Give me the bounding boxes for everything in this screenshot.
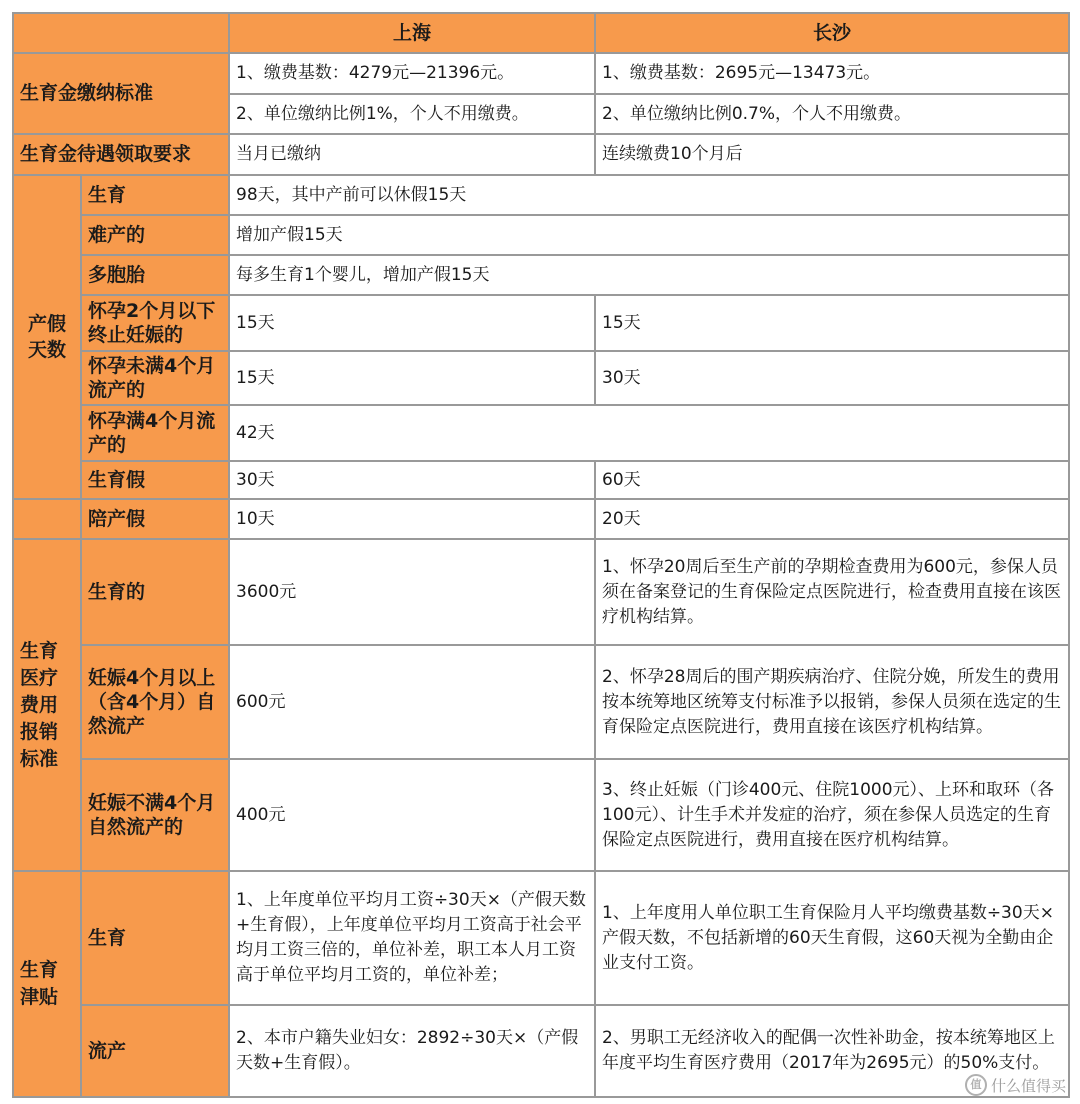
eligibility-row: [13, 134, 1069, 175]
header-shanghai: 上海: [229, 13, 595, 53]
paternity-row: [13, 499, 1069, 539]
leave-merged-value: 增加产假15天: [229, 215, 1069, 255]
leave-label: 产假天数: [13, 175, 81, 499]
cs-leave-value: 30天: [595, 351, 1069, 405]
cs-allowance-value: 1、上年度用人单位职工生育保险月人平均缴费基数÷30天×产假天数，不包括新增的60天生育假，这60天视为全勤由企业支付工资。: [595, 871, 1069, 1005]
sh-allowance-value: 1、上年度单位平均月工资÷30天×（产假天数+生育假），上年度单位平均月工资高于社会平均月工资三倍的，单位补差，职工本人月工资高于单位平均月工资的，单位补差；: [229, 871, 595, 1005]
leave-merged-value: 42天: [229, 405, 1069, 461]
sh-eligibility: 当月已缴纳: [229, 134, 595, 175]
contribution-label: 生育金缴纳标准: [13, 53, 229, 134]
sh-contribution-rate: 2、单位缴纳比例1%，个人不用缴费。: [229, 94, 595, 134]
leave-row-under-4m: [13, 351, 1069, 405]
allowance-row-birth: [13, 871, 1069, 1005]
cs-leave-value: 15天: [595, 295, 1069, 351]
sh-leave-value: 30天: [229, 461, 595, 499]
sh-paternity: 10天: [229, 499, 595, 539]
medical-row-birth: [13, 539, 1069, 645]
cs-eligibility: 连续缴费10个月后: [595, 134, 1069, 175]
leave-row-difficult: [13, 215, 1069, 255]
cs-paternity: 20天: [595, 499, 1069, 539]
sh-leave-value: 15天: [229, 295, 595, 351]
header-changsha: 长沙: [595, 13, 1069, 53]
medical-row-label: 妊娠4个月以上（含4个月）自然流产: [81, 645, 229, 759]
watermark: [965, 1074, 1066, 1096]
leave-row-label: 怀孕2个月以下终止妊娠的: [81, 295, 229, 351]
leave-row-label: 生育假: [81, 461, 229, 499]
cs-allowance-value: 2、男职工无经济收入的配偶一次性补助金，按本统筹地区上年度平均生育医疗费用（2017年为2695元）的50%支付。: [595, 1005, 1069, 1097]
leave-row-under-2m: [13, 295, 1069, 351]
sh-medical-value: 400元: [229, 759, 595, 871]
medical-row-over-4m: [13, 645, 1069, 759]
contribution-row-1: [13, 53, 1069, 94]
medical-row-under-4m: [13, 759, 1069, 871]
header-corner: [13, 13, 229, 53]
sh-contribution-base: 1、缴费基数：4279元—21396元。: [229, 53, 595, 94]
watermark-text: 什么值得买: [990, 1076, 1066, 1095]
cs-contribution-base: 1、缴费基数：2695元—13473元。: [595, 53, 1069, 94]
sh-medical-value: 3600元: [229, 539, 595, 645]
cs-leave-value: 60天: [595, 461, 1069, 499]
cs-medical-value: 1、怀孕20周后至生产前的孕期检查费用为600元，参保人员须在备案登记的生育保险定点医院进行，检查费用直接在该医疗机构结算。: [595, 539, 1069, 645]
paternity-spacer: [13, 499, 81, 539]
header-row: [13, 13, 1069, 53]
leave-row-multiple: [13, 255, 1069, 295]
allowance-label: 生育津贴: [13, 871, 81, 1097]
medical-row-label: 生育的: [81, 539, 229, 645]
cs-medical-value: 3、终止妊娠（门诊400元、住院1000元）、上环和取环（各100元）、计生手术并发症的治疗，须在参保人员选定的生育保险定点医院进行，费用直接在医疗机构结算。: [595, 759, 1069, 871]
sh-medical-value: 600元: [229, 645, 595, 759]
allowance-row-label: 流产: [81, 1005, 229, 1097]
medical-row-label: 妊娠不满4个月自然流产的: [81, 759, 229, 871]
leave-row-label: 生育: [81, 175, 229, 215]
maternity-comparison-table: [12, 12, 1070, 1098]
leave-row-label: 难产的: [81, 215, 229, 255]
eligibility-label: 生育金待遇领取要求: [13, 134, 229, 175]
smzdm-logo-icon: 值: [965, 1074, 987, 1096]
leave-row-label: 多胞胎: [81, 255, 229, 295]
leave-row-full-4m: [13, 405, 1069, 461]
cs-medical-value: 2、怀孕28周后的围产期疾病治疗、住院分娩，所发生的费用按本统筹地区统筹支付标准予以报销，参保人员须在选定的生育保险定点医院进行，费用直接在该医疗机构结算。: [595, 645, 1069, 759]
leave-merged-value: 每多生育1个婴儿，增加产假15天: [229, 255, 1069, 295]
sh-leave-value: 15天: [229, 351, 595, 405]
leave-row-birth: [13, 175, 1069, 215]
leave-row-label: 怀孕满4个月流产的: [81, 405, 229, 461]
cs-contribution-rate: 2、单位缴纳比例0.7%，个人不用缴费。: [595, 94, 1069, 134]
paternity-label: 陪产假: [81, 499, 229, 539]
allowance-row-miscarriage: [13, 1005, 1069, 1097]
allowance-row-label: 生育: [81, 871, 229, 1005]
sh-allowance-value: 2、本市户籍失业妇女：2892÷30天×（产假天数+生育假）。: [229, 1005, 595, 1097]
leave-merged-value: 98天，其中产前可以休假15天: [229, 175, 1069, 215]
medical-label: 生育医疗费用报销标准: [13, 539, 81, 871]
leave-row-birth-leave: [13, 461, 1069, 499]
leave-row-label: 怀孕未满4个月流产的: [81, 351, 229, 405]
